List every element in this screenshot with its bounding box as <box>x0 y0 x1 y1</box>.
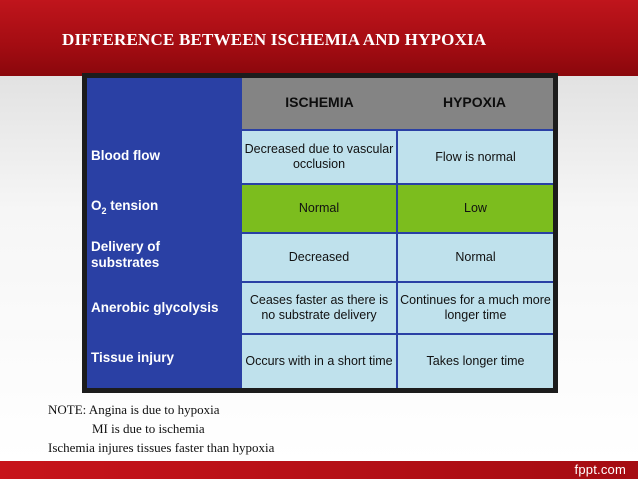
cell-o2-tension-hypoxia: Low <box>398 185 553 232</box>
cell-blood-flow-ischemia: Decreased due to vascular occlusion <box>242 131 396 183</box>
cell-delivery-ischemia: Decreased <box>242 234 396 281</box>
row-label-anerobic-glycolysis: Anerobic glycolysis <box>91 300 219 315</box>
comparison-table <box>87 78 553 388</box>
o2-subscript: 2 <box>101 206 107 216</box>
row-label-tissue-injury: Tissue injury <box>91 350 175 365</box>
table-header-band <box>242 78 553 129</box>
o2-tension-text: tension <box>110 198 159 213</box>
cell-delivery-hypoxia: Normal <box>398 234 553 281</box>
cell-tissue-injury-ischemia: Occurs with in a short time <box>242 335 396 388</box>
cell-o2-tension-ischemia: Normal <box>242 185 396 232</box>
note-line-1: NOTE: Angina is due to hypoxia <box>48 402 220 417</box>
column-header-ischemia: ISCHEMIA <box>285 94 354 110</box>
column-header-hypoxia: HYPOXIA <box>442 94 506 110</box>
cell-glycolysis-hypoxia: Continues for a much more longer time <box>398 283 553 333</box>
brand-logo-text: fppt.com <box>574 462 626 477</box>
row-label-o2-tension <box>91 198 239 215</box>
slide-title: DIFFERENCE BETWEEN ISCHEMIA AND HYPOXIA <box>62 30 487 49</box>
row-label-blood-flow: Blood flow <box>91 148 160 163</box>
slide-header-bar <box>0 0 638 76</box>
cell-tissue-injury-hypoxia: Takes longer time <box>398 335 553 388</box>
slide-footer-bar <box>0 461 638 479</box>
note-line-2: MI is due to ischemia <box>92 421 205 436</box>
cell-glycolysis-ischemia: Ceases faster as there is no substrate delivery <box>242 283 396 333</box>
cell-blood-flow-hypoxia: Flow is normal <box>398 131 553 183</box>
note-line-3: Ischemia injures tissues faster than hypoxia <box>48 440 275 455</box>
row-label-delivery-of-substrates: Delivery of substrates <box>91 239 161 270</box>
o2-symbol: O <box>91 198 102 213</box>
